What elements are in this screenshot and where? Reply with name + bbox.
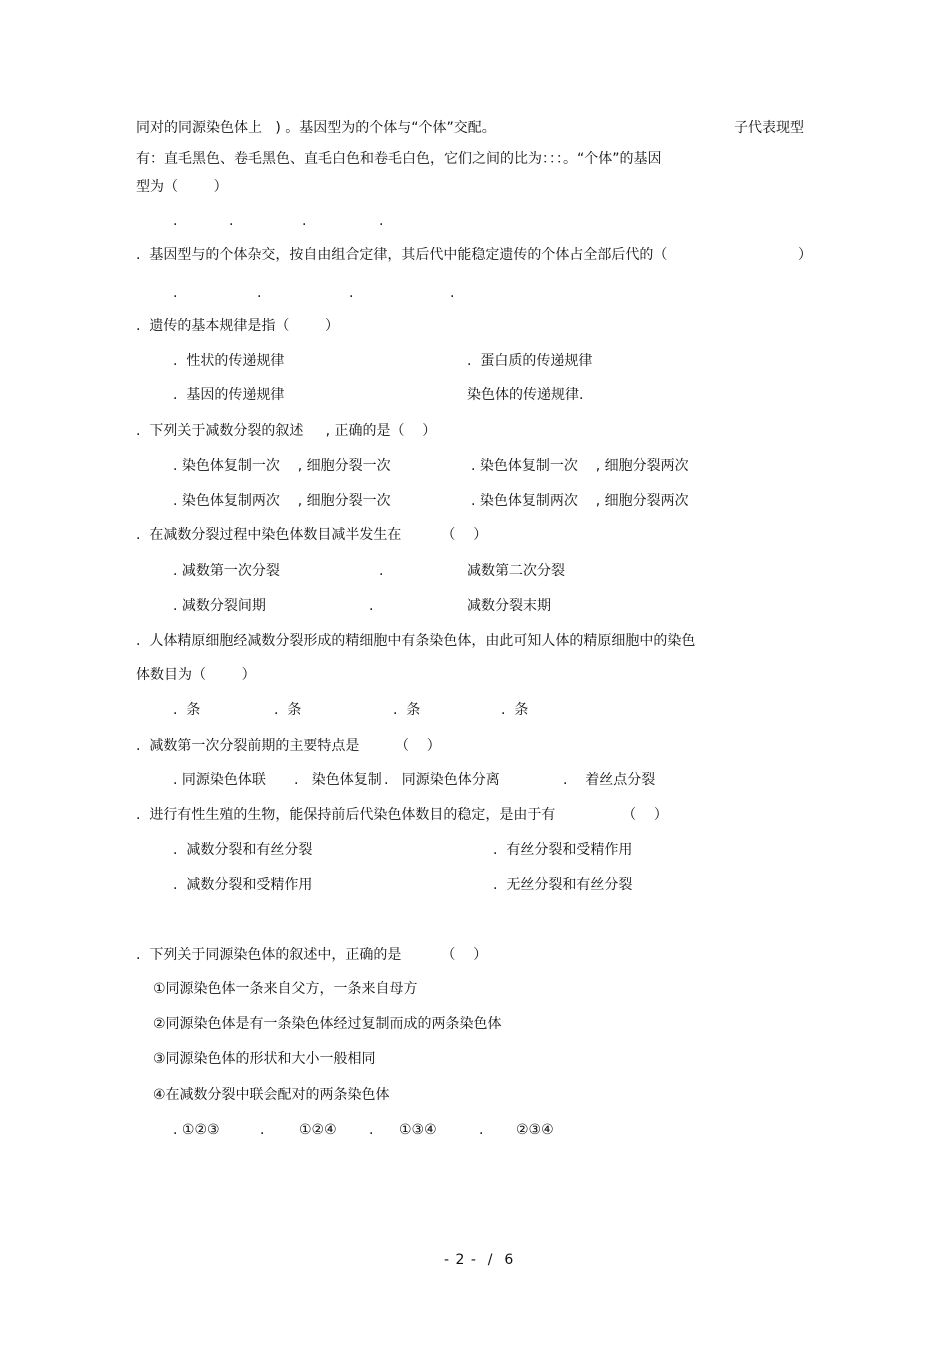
q-prev-option-c: . <box>302 213 307 229</box>
q-meiosis-option-d: . 染色体复制两次 , 细胞分裂两次 <box>471 493 689 509</box>
q-prophase-option-a: . 同源染色体联 <box>173 772 266 788</box>
q-sexual-option-c: . 减数分裂和受精作用 <box>173 877 313 893</box>
q-meiosis-stem: . 下列关于减数分裂的叙述 , 正确的是（ ） <box>136 423 437 439</box>
q-meiosis-option-b: . 染色体复制一次 , 细胞分裂两次 <box>471 458 689 474</box>
q-prev-option-b: . <box>229 213 234 229</box>
q-sexual-option-a: . 减数分裂和有丝分裂 <box>173 842 313 858</box>
q-free-option-c: . <box>349 285 354 301</box>
q-free-paren: ） <box>798 247 812 263</box>
q-homolog-statement-3: ③同源染色体的形状和大小一般相同 <box>153 1051 376 1067</box>
q-sperm-option-b: . 条 <box>274 702 302 718</box>
q-prev-line1: 同对的同源染色体上 ) 。基因型为的个体与“个体”交配。 <box>136 120 496 136</box>
q-prophase-option-b: . 染色体复制 <box>294 772 382 788</box>
q-homolog-statement-2: ②同源染色体是有一条染色体经过复制而成的两条染色体 <box>153 1016 502 1032</box>
q-halving-option-d: 减数分裂末期 <box>467 598 551 614</box>
q-homolog-option-b: ①②④ <box>299 1122 337 1138</box>
q-prophase-option-d: . 着丝点分裂 <box>563 772 656 788</box>
q-law-option-b: . 蛋白质的传递规律 <box>467 353 593 369</box>
q-homolog-option-c: ①③④ <box>399 1122 437 1138</box>
q-halving-option-c: . 减数分裂间期 <box>173 598 266 614</box>
q-sexual-option-b: . 有丝分裂和受精作用 <box>493 842 633 858</box>
q-meiosis-option-a: . 染色体复制一次 , 细胞分裂一次 <box>173 458 391 474</box>
q-homolog-option-b-mark: . <box>260 1122 265 1138</box>
q-homolog-option-a: . ①②③ <box>173 1122 220 1138</box>
q-free-stem: . 基因型与的个体杂交，按自由组合定律，其后代中能稳定遗传的个体占全部后代的（ <box>136 247 668 263</box>
q-homolog-stem: . 下列关于同源染色体的叙述中，正确的是 （ ） <box>136 947 488 963</box>
q-halving-stem: . 在减数分裂过程中染色体数目减半发生在 （ ） <box>136 527 488 543</box>
q-meiosis-option-c: . 染色体复制两次 , 细胞分裂一次 <box>173 493 391 509</box>
q-halving-option-a: . 减数第一次分裂 <box>173 563 280 579</box>
q-law-option-c: . 基因的传递规律 <box>173 387 285 403</box>
q-law-stem: . 遗传的基本规律是指（ ） <box>136 318 339 334</box>
q-prev-option-d: . <box>379 213 384 229</box>
q-sperm-option-a: . 条 <box>173 702 201 718</box>
q-homolog-statement-4: ④在减数分裂中联会配对的两条染色体 <box>153 1087 390 1103</box>
q-free-option-a: . <box>173 285 178 301</box>
q-halving-option-d-mark: . <box>369 598 374 614</box>
q-sexual-option-d: . 无丝分裂和有丝分裂 <box>493 877 633 893</box>
q-prev-line3: 型为（ ） <box>136 179 228 195</box>
q-sperm-option-d: . 条 <box>501 702 529 718</box>
q-free-option-d: . <box>450 285 455 301</box>
q-homolog-option-c-mark: . <box>369 1122 374 1138</box>
q-prev-line2: 有：直毛黑色、卷毛黑色、直毛白色和卷毛白色，它们之间的比为：：：。“个体”的基因 <box>136 151 662 167</box>
q-free-option-b: . <box>257 285 262 301</box>
q-homolog-option-d: ②③④ <box>516 1122 554 1138</box>
q-prophase-stem: . 减数第一次分裂前期的主要特点是 （ ） <box>136 738 441 754</box>
q-prev-option-a: . <box>173 213 178 229</box>
q-halving-option-b-mark: . <box>379 563 384 579</box>
q-law-option-d: 染色体的传递规律. <box>467 387 584 403</box>
q-sexual-stem: . 进行有性生殖的生物，能保持前后代染色体数目的稳定，是由于有 （ ） <box>136 807 668 823</box>
q-homolog-statement-1: ①同源染色体一条来自父方，一条来自母方 <box>153 981 418 997</box>
q-sperm-option-c: . 条 <box>393 702 421 718</box>
q-homolog-option-d-mark: . <box>479 1122 484 1138</box>
q-prophase-option-c: . 同源染色体分离 <box>384 772 500 788</box>
q-sperm-stem: . 人体精原细胞经减数分裂形成的精细胞中有条染色体，由此可知人体的精原细胞中的染色 <box>136 633 696 649</box>
q-halving-option-b: 减数第二次分裂 <box>467 563 565 579</box>
q-sperm-stem-2: 体数目为（ ） <box>136 667 256 683</box>
q-law-option-a: . 性状的传递规律 <box>173 353 285 369</box>
q-prev-line1-tail: 子代表现型 <box>734 120 804 136</box>
page-number: - 2 - / 6 <box>444 1252 515 1268</box>
